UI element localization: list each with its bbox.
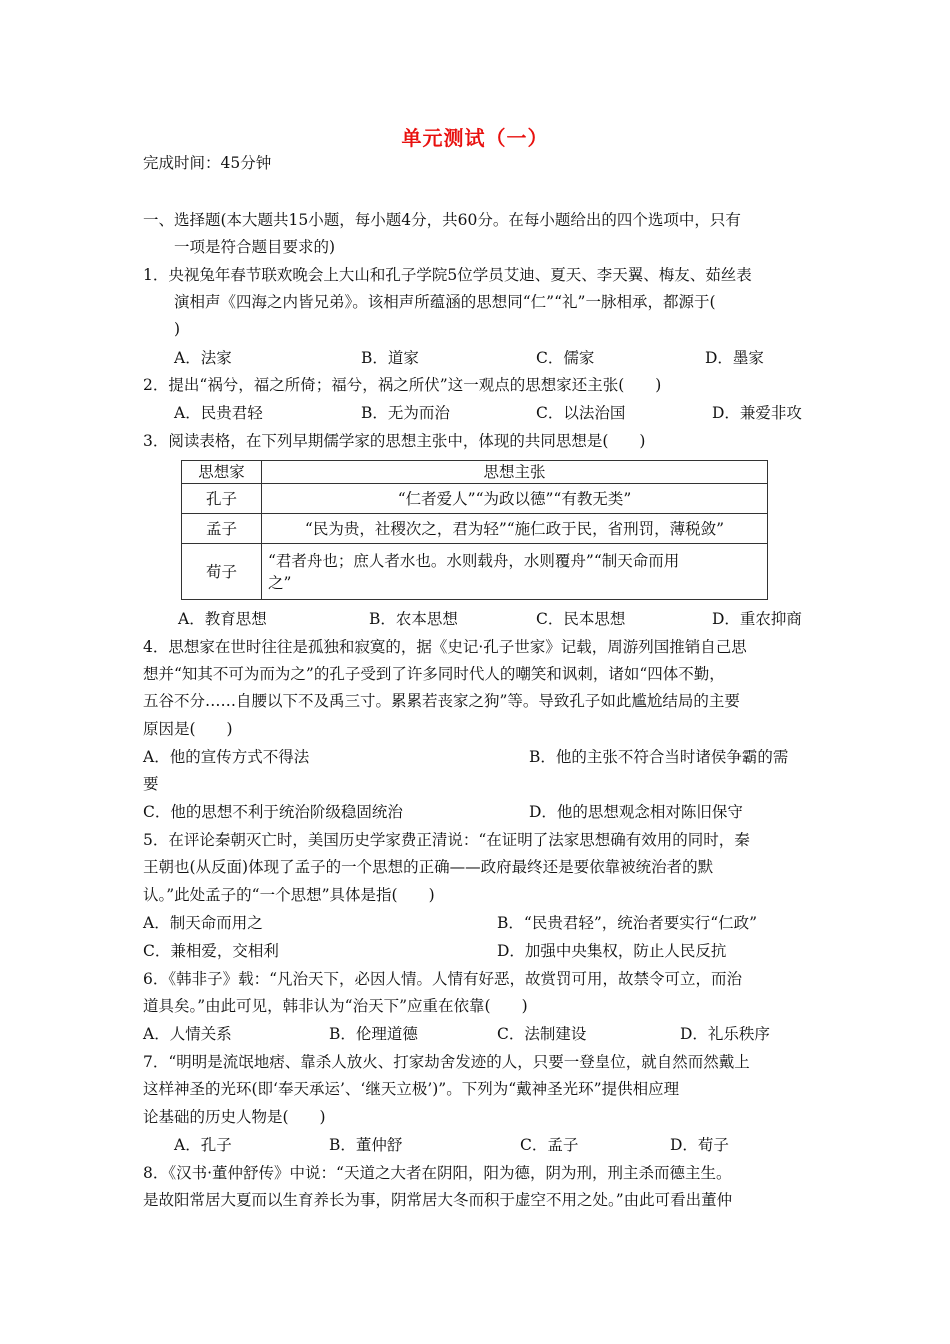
question-5-line2: 王朝也(从反面)体现了孟子的一个思想的正确——政府最终还是要依靠被统治者的默 [143,858,714,876]
question-6-option-c[interactable]: C．法制建设 [497,1025,587,1043]
question-5-line1: 5．在评论秦朝灭亡时，美国历史学家费正清说：“在证明了法家思想确有效用的同时，秦 [143,831,750,849]
question-5-line3: 认。”此处孟子的“一个思想”具体是指( ) [143,886,435,904]
question-2-option-c[interactable]: C．以法治国 [536,404,626,422]
question-4-line2: 想并“知其不可为而为之”的孔子受到了许多同时代人的嘲笑和讽刺，诸如“四体不勤， [143,665,725,683]
question-3-option-c[interactable]: C．民本思想 [536,610,626,628]
question-8-line2: 是故阳常居大夏而以生育养长为事，阴常居大冬而积于虚空不用之处。”由此可看出董仲 [143,1191,733,1209]
question-1-option-c[interactable]: C．儒家 [536,349,595,367]
completion-time: 完成时间：45分钟 [143,154,272,172]
question-7-option-c[interactable]: C．孟子 [520,1136,579,1154]
question-4-line3: 五谷不分……自腰以下不及禹三寸。累累若丧家之狗”等。导致孔子如此尴尬结局的主要 [143,692,740,710]
question-1-option-a[interactable]: A．法家 [174,349,232,367]
question-6-option-b[interactable]: B．伦理道德 [329,1025,418,1043]
question-4-option-a[interactable]: A．他的宣传方式不得法 [143,748,310,766]
table-cell-thinker: 孔子 [182,484,262,514]
question-6-option-d[interactable]: D．礼乐秩序 [680,1025,770,1043]
question-5-option-c[interactable]: C．兼相爱，交相利 [143,942,279,960]
question-7-option-a[interactable]: A．孔子 [174,1136,232,1154]
question-7-option-d[interactable]: D．荀子 [670,1136,729,1154]
question-7-line3: 论基础的历史人物是( ) [143,1108,326,1126]
table-cell-ideas-line2: 之” [268,573,292,592]
question-5-option-d[interactable]: D．加强中央集权，防止人民反抗 [497,942,727,960]
section-heading-line2: 一项是符合题目要求的) [174,238,336,256]
question-6-line2: 道具矣。”由此可见，韩非认为“治天下”应重在依靠( ) [143,997,528,1015]
question-1-option-d[interactable]: D．墨家 [705,349,764,367]
page-title: 单元测试（一） [401,126,549,150]
thinkers-table [181,460,768,600]
question-2-line1: 2．提出“祸兮，福之所倚；福兮，祸之所伏”这一观点的思想家还主张( ) [143,376,662,394]
question-3-option-b[interactable]: B．农本思想 [369,610,458,628]
question-2-option-b[interactable]: B．无为而治 [361,404,450,422]
table-header-ideas: 思想主张 [262,461,768,484]
question-3-option-d[interactable]: D．重农抑商 [712,610,802,628]
table-header-row [182,461,768,484]
table-row [182,544,768,600]
table-row [182,484,768,514]
question-4-line4: 原因是( ) [143,720,233,738]
question-4-option-d[interactable]: D．他的思想观念相对陈旧保守 [529,803,743,821]
question-1-line2: 演相声《四海之内皆兄弟》。该相声所蕴涵的思想同“仁”“礼”一脉相承，都源于( [174,293,716,311]
question-8-line1: 8．《汉书·董仲舒传》中说：“天道之大者在阴阳，阳为德，阴为刑，刑主杀而德主生。 [143,1164,732,1182]
question-4-option-b-wrap: 要 [143,775,159,793]
table-cell-ideas: “民为贵，社稷次之，君为轻”“施仁政于民，省刑罚，薄税敛” [262,514,768,544]
question-2-option-d[interactable]: D．兼爱非攻 [712,404,802,422]
table-cell-thinker: 孟子 [182,514,262,544]
question-6-line1: 6．《韩非子》载：“凡治天下，必因人情。人情有好恶，故赏罚可用，故禁令可立，而治 [143,970,743,988]
question-3-option-a[interactable]: A．教育思想 [178,610,267,628]
question-4-option-b[interactable]: B．他的主张不符合当时诸侯争霸的需 [529,748,789,766]
question-5-option-b[interactable]: B．“民贵君轻”，统治者要实行“仁政” [497,914,758,932]
table-cell-ideas [262,544,768,600]
table-row [182,514,768,544]
question-5-option-a[interactable]: A．制天命而用之 [143,914,263,932]
question-7-line1: 7．“明明是流氓地痞、靠杀人放火、打家劫舍发迹的人，只要一登皇位，就自然而然戴上 [143,1053,750,1071]
question-1-line1: 1．央视兔年春节联欢晚会上大山和孔子学院5位学员艾迪、夏天、李天翼、梅友、茹丝表 [143,266,752,284]
section-heading-line1: 一、选择题(本大题共15小题，每小题4分，共60分。在每小题给出的四个选项中，只有 [143,211,741,229]
table-cell-thinker: 荀子 [182,544,262,600]
question-3-line1: 3．阅读表格，在下列早期儒学家的思想主张中，体现的共同思想是( ) [143,432,646,450]
table-cell-ideas: “仁者爱人”“为政以德”“有教无类” [262,484,768,514]
question-7-line2: 这样神圣的光环(即‘奉天承运’、‘继天立极’)”。下列为“戴神圣光环”提供相应理 [143,1080,680,1098]
question-1-line3: ) [174,320,181,338]
question-4-option-c[interactable]: C．他的思想不利于统治阶级稳固统治 [143,803,403,821]
table-cell-ideas-line1: “君者舟也；庶人者水也。水则载舟，水则覆舟”“制天命而用 [268,551,680,570]
table-header-thinker: 思想家 [182,461,262,484]
question-6-option-a[interactable]: A．人情关系 [143,1025,232,1043]
question-7-option-b[interactable]: B．董仲舒 [329,1136,403,1154]
question-1-option-b[interactable]: B．道家 [361,349,419,367]
question-4-line1: 4．思想家在世时往往是孤独和寂寞的，据《史记·孔子世家》记载，周游列国推销自己思 [143,638,747,656]
question-2-option-a[interactable]: A．民贵君轻 [174,404,263,422]
